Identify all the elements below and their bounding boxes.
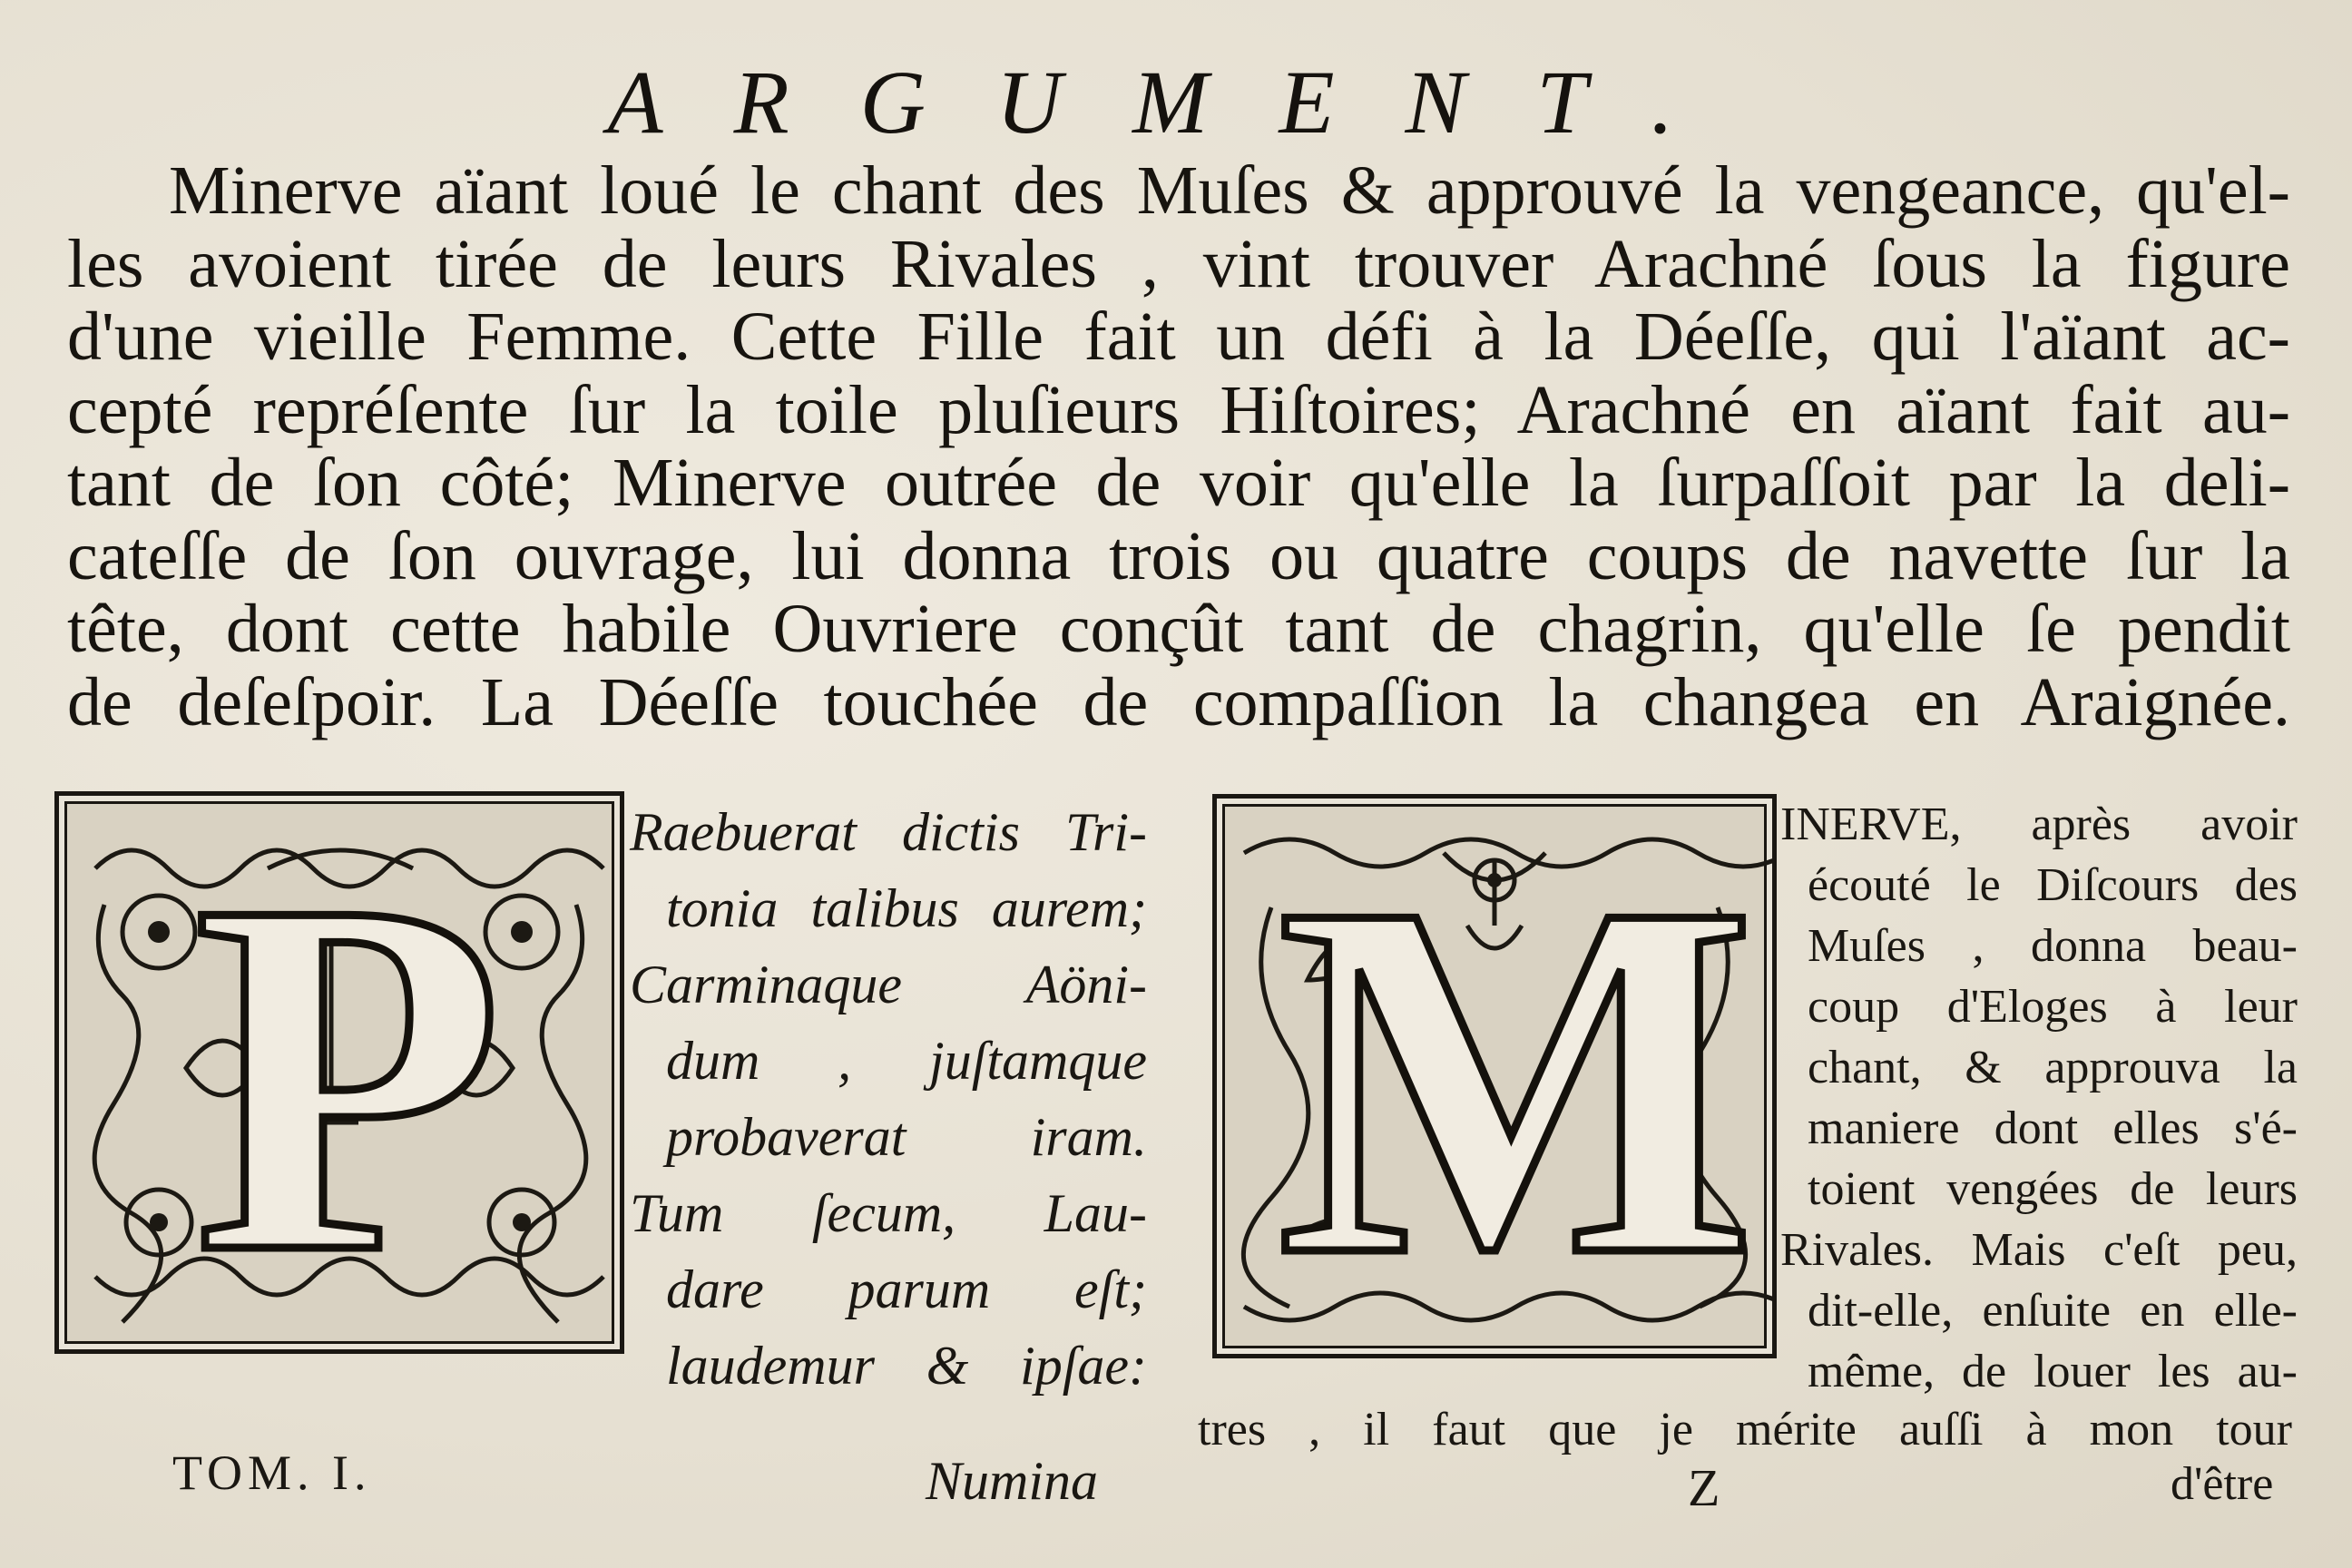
argument-line: tête, dont cette habile Ouvriere conçût tant de chagrin, qu'elle ſe pendit bbox=[67, 591, 2290, 667]
french-line: coup d'Eloges à leur bbox=[1808, 981, 2298, 1033]
argument-line: de deſeſpoir. La Déeſſe touchée de compaſſion la changea en Araignée. bbox=[67, 663, 2290, 740]
argument-line: cepté repréſente ſur la toile pluſieurs Hiſtoires; Arachné en aïant fait au- bbox=[67, 371, 2290, 448]
signature-mark: Z bbox=[1688, 1458, 1720, 1517]
argument-line: tant de ſon côté; Minerve outrée de voir qu'elle la ſurpaſſoit par la deli- bbox=[67, 445, 2290, 521]
latin-line: Tum ſecum, Lau- bbox=[630, 1183, 1147, 1243]
french-line: Rivales. Mais c'eſt peu, bbox=[1780, 1224, 2298, 1276]
french-line: toient vengées de leurs bbox=[1808, 1163, 2298, 1215]
french-line: chant, & approuva la bbox=[1808, 1042, 2298, 1093]
initial-letter-m: M bbox=[1277, 799, 1757, 1361]
latin-line: Carminaque Aöni- bbox=[630, 955, 1147, 1014]
latin-catchword: Numina bbox=[926, 1451, 1099, 1511]
french-line: même, de louer les au- bbox=[1808, 1346, 2298, 1397]
french-line: dit-elle, enſuite en elle- bbox=[1808, 1285, 2298, 1337]
french-catchword: d'être bbox=[2171, 1458, 2274, 1510]
latin-line: tonia talibus aurem; bbox=[666, 878, 1147, 938]
argument-line: les avoient tirée de leurs Rivales , vint trouver Arachné ſous la figure bbox=[67, 225, 2290, 302]
french-line: écouté le Diſcours des bbox=[1808, 859, 2298, 911]
french-text bbox=[1780, 794, 2298, 1402]
latin-line: laudemur & ipſae: bbox=[666, 1336, 1147, 1396]
decorated-initial-m bbox=[1212, 794, 1777, 1361]
argument-paragraph bbox=[67, 154, 2290, 739]
french-text-wide bbox=[1198, 1399, 2292, 1460]
initial-letter-p: P bbox=[193, 796, 505, 1358]
latin-verse bbox=[630, 794, 1147, 1404]
decorated-initial-p bbox=[54, 791, 624, 1358]
argument-line: Minerve aïant loué le chant des Muſes & approuvé la vengeance, qu'el- bbox=[169, 152, 2290, 229]
latin-line: Raebuerat dictis Tri- bbox=[630, 802, 1147, 862]
latin-line: dare parum eſt; bbox=[666, 1259, 1147, 1319]
volume-mark: TOM. I. bbox=[172, 1446, 372, 1500]
latin-line: dum , juſtamque bbox=[666, 1031, 1147, 1091]
page-title: ARGUMENT. bbox=[607, 52, 1745, 152]
latin-line: probaverat iram. bbox=[666, 1107, 1147, 1167]
french-line: tres , il faut que je mérite auſſi à mon tour bbox=[1198, 1404, 2292, 1455]
french-line: INERVE, après avoir bbox=[1780, 799, 2298, 850]
argument-line: d'une vieille Femme. Cette Fille fait un défi à la Déeſſe, qui l'aïant ac- bbox=[67, 299, 2290, 375]
argument-line: cateſſe de ſon ouvrage, lui donna trois ou quatre coups de navette ſur la bbox=[67, 517, 2290, 594]
french-line: maniere dont elles s'é- bbox=[1808, 1102, 2298, 1154]
french-line: Muſes , donna beau- bbox=[1808, 920, 2298, 972]
